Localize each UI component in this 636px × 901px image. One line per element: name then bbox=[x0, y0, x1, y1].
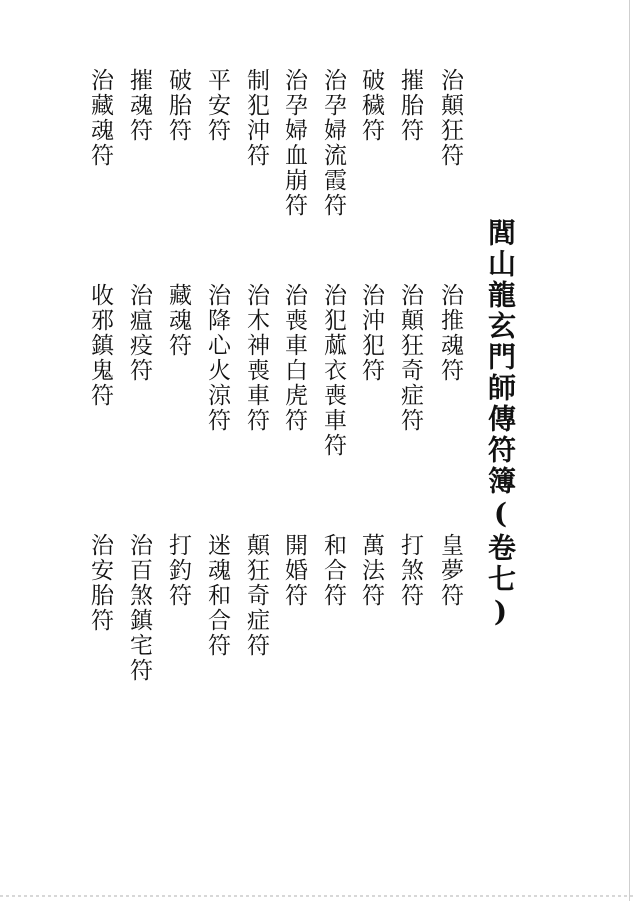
talisman-entry: 破穢符 bbox=[358, 68, 384, 143]
talisman-entry: 治百煞鎮宅符 bbox=[126, 533, 152, 683]
page-edge-right bbox=[629, 0, 630, 901]
talisman-entry: 藏魂符 bbox=[165, 283, 191, 358]
page-edge-bottom bbox=[0, 895, 636, 897]
talisman-entry: 和合符 bbox=[320, 533, 346, 608]
talisman-entry: 開婚符 bbox=[281, 533, 307, 608]
talisman-entry: 打煞符 bbox=[397, 533, 423, 608]
talisman-entry: 治安胎符 bbox=[87, 533, 113, 633]
talisman-entry: 治孕婦血崩符 bbox=[281, 68, 307, 218]
talisman-entry: 治犯蓏衣喪車符 bbox=[320, 283, 346, 458]
talisman-entry: 顛狂奇症符 bbox=[243, 533, 269, 658]
talisman-entry: 打釣符 bbox=[165, 533, 191, 608]
talisman-entry: 治沖犯符 bbox=[358, 283, 384, 383]
talisman-entry: 平安符 bbox=[204, 68, 230, 143]
talisman-entry: 治顛狂符 bbox=[437, 68, 463, 168]
talisman-entry: 治藏魂符 bbox=[87, 68, 113, 168]
talisman-entry: 皇夢符 bbox=[437, 533, 463, 608]
talisman-entry: 治喪車白虎符 bbox=[281, 283, 307, 433]
talisman-entry: 治降心火涼符 bbox=[204, 283, 230, 433]
talisman-entry: 治木神喪車符 bbox=[243, 283, 269, 433]
talisman-entry: 治瘟疫符 bbox=[126, 283, 152, 383]
talisman-entry: 摧魂符 bbox=[126, 68, 152, 143]
talisman-entry: 治推魂符 bbox=[437, 283, 463, 383]
talisman-entry: 治孕婦流霞符 bbox=[320, 68, 346, 218]
talisman-entry: 萬法符 bbox=[358, 533, 384, 608]
document-title: 閭山龍玄門師傳符簿(卷七) bbox=[484, 218, 517, 631]
talisman-entry: 收邪鎮鬼符 bbox=[87, 283, 113, 408]
talisman-entry: 破胎符 bbox=[165, 68, 191, 143]
talisman-entry: 制犯沖符 bbox=[243, 68, 269, 168]
talisman-entry: 迷魂和合符 bbox=[204, 533, 230, 658]
talisman-entry: 摧胎符 bbox=[397, 68, 423, 143]
talisman-entry: 治顛狂奇症符 bbox=[397, 283, 423, 433]
